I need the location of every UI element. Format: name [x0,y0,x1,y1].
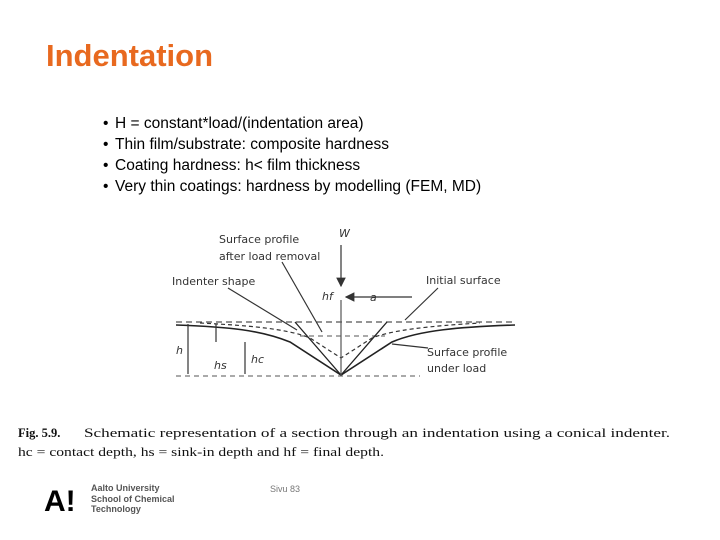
figure-label: a [370,291,377,304]
figure-label: hc [251,353,265,366]
bullet-item: • Coating hardness: h< film thickness [103,157,361,174]
aalto-logo [44,484,86,514]
figure-label: Surface profile [219,233,300,246]
bullet-text: H = constant*load/(indentation area) [115,115,364,132]
figure-label: after load removal [219,250,321,263]
figure-caption-line1: Schematic representation of a section through an indentation using a conical indenter. [84,426,670,440]
bullet-item: • Very thin coatings: hardness by modelling (FEM, MD) [103,178,482,195]
bullet-text: Coating hardness: h< film thickness [115,157,361,174]
slide-title: Indentation [46,38,214,73]
bullet-item: • Thin film/substrate: composite hardness [103,136,389,153]
figure-label: Surface profile [427,346,508,359]
logo-line: School of Chemical [91,493,175,504]
leader-indenter-shape [228,288,297,330]
figure-label: Indenter shape [172,275,256,288]
indentation-schematic-figure [0,195,720,470]
bullet-text: Thin film/substrate: composite hardness [115,136,389,153]
page-number: Sivu 83 [270,484,301,494]
figure-label: hf [322,290,333,303]
bullet-text: Very thin coatings: hardness by modelling (FEM, MD) [115,178,482,195]
leader-initial-surface [405,288,438,320]
logo-mark: A! [44,485,76,514]
figure-caption-number: Fig. 5.9. [18,426,61,440]
figure-caption-line2: hc = contact depth, hs = sink-in depth and hf = final depth. [18,445,384,459]
bullet-list [103,113,481,197]
university-name [91,483,175,515]
figure-label: W [339,227,350,240]
figure-label: under load [427,362,487,375]
logo-line: Aalto University [91,483,160,493]
bullet-item: • H = constant*load/(indentation area) [103,115,364,132]
logo-line: Technology [91,504,141,514]
figure-label: hs [214,359,227,372]
figure-label: h [176,344,183,357]
leader-under-load [392,344,428,348]
figure-label: Initial surface [426,274,501,287]
